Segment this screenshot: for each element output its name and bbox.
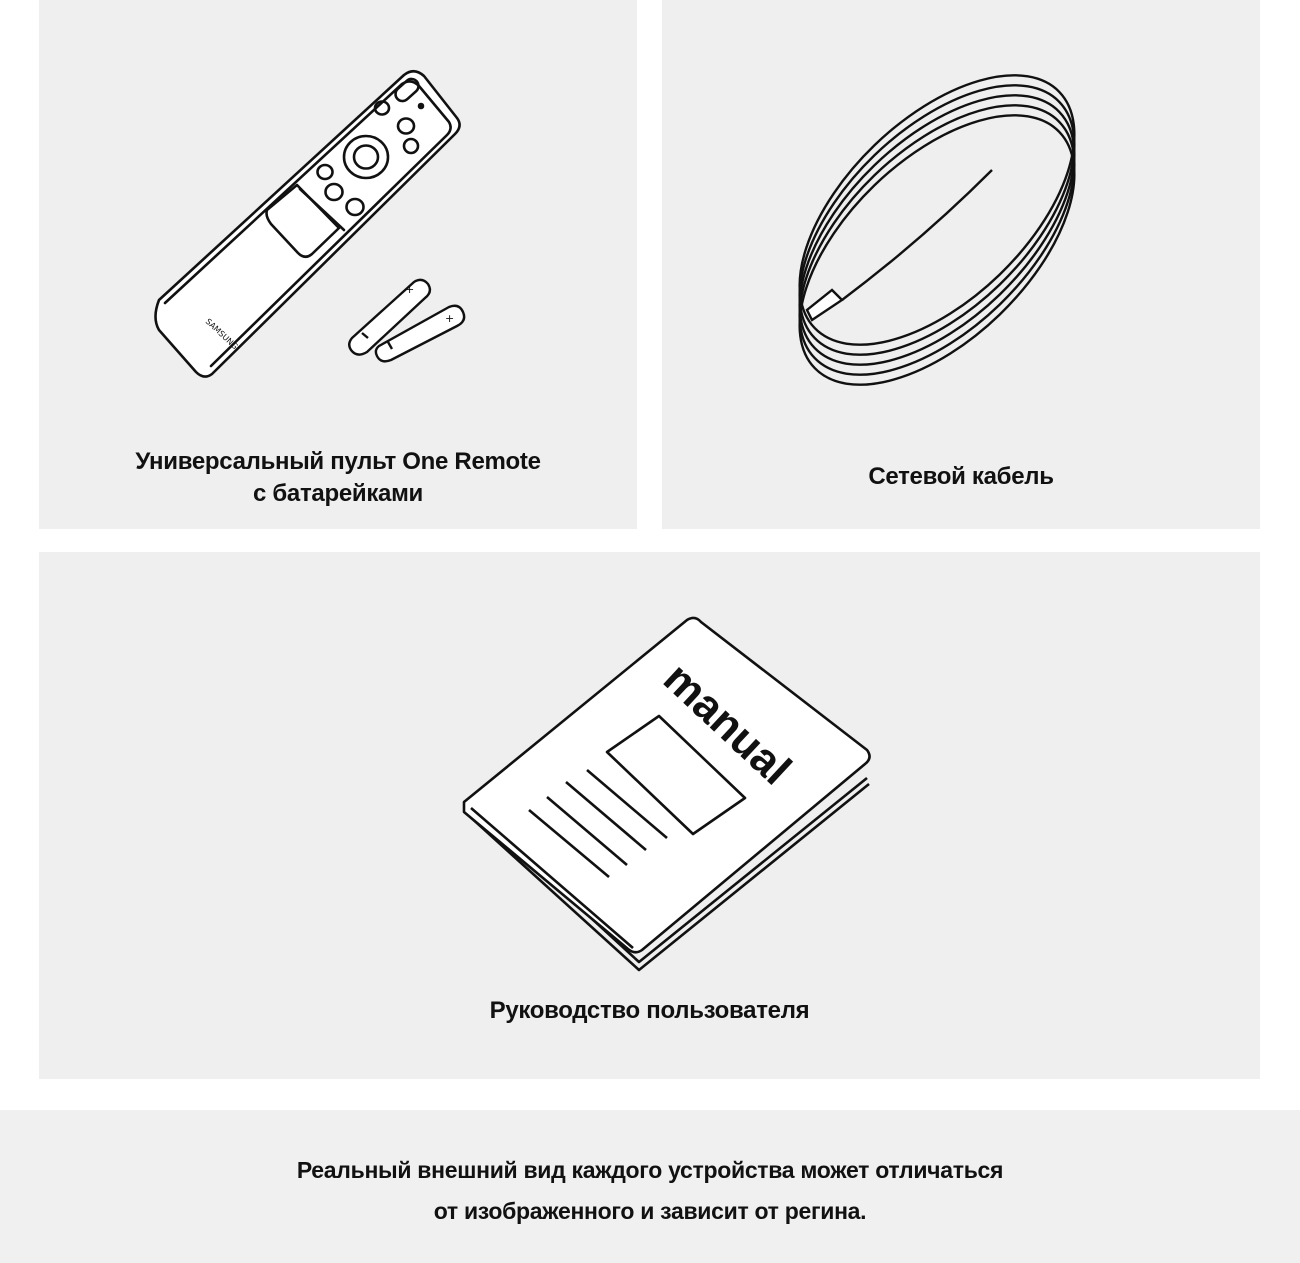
manual-caption: Руководство пользователя: [489, 997, 810, 1024]
svg-text:+: +: [405, 283, 415, 296]
remote-brand-text: SAMSUNG: [203, 316, 240, 352]
cable-illustration: [662, 0, 1260, 440]
svg-text:+: +: [445, 312, 455, 325]
cable-caption: Сетевой кабель: [868, 463, 1054, 490]
disclaimer-text: [0, 1150, 1300, 1232]
remote-card: [39, 0, 637, 529]
power-cable-icon: [752, 27, 1122, 433]
disclaimer-line1: Реальный внешний вид каждого устройства может отличаться: [296, 1157, 1004, 1183]
manual-cover-text: manual: [654, 653, 801, 795]
manual-book-icon: [464, 618, 870, 970]
disclaimer-line2: от изображенного и зависит от регина.: [433, 1198, 867, 1224]
remote-caption-line2: с батарейками: [252, 480, 424, 507]
manual-illustration: [39, 552, 1260, 982]
battery-icon: [349, 280, 464, 361]
remote-caption-line1: Универсальный пульт One Remote: [135, 448, 541, 475]
manual-card: [39, 552, 1260, 1079]
remote-illustration: [39, 0, 637, 440]
cable-card: [662, 0, 1260, 529]
remote-caption: [39, 446, 637, 510]
disclaimer-panel: [0, 1110, 1300, 1263]
